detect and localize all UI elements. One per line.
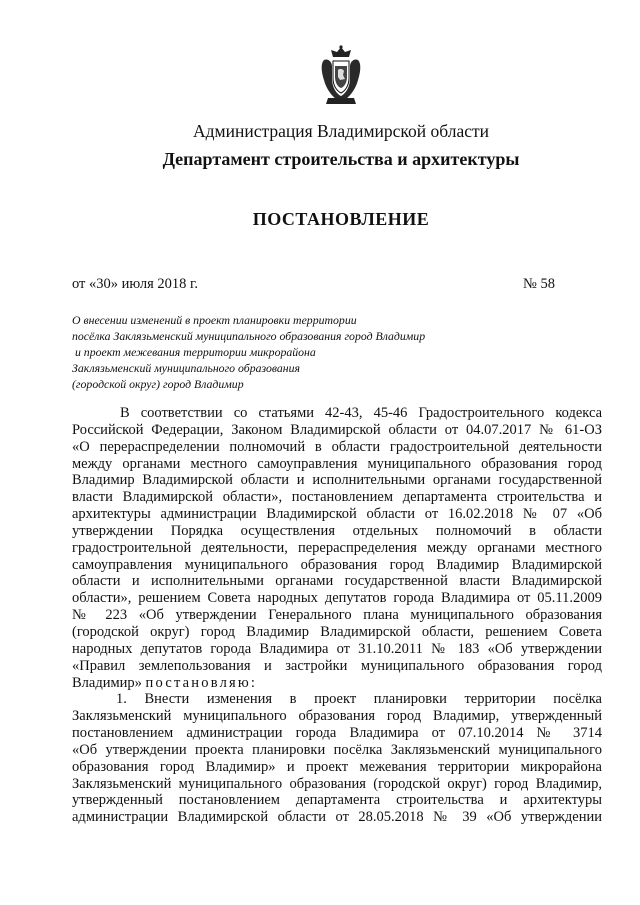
item-1-line: 1. Внести изменения в проект планировки территории посёлка: [116, 691, 602, 708]
resolve-word: постановляю:: [145, 674, 258, 691]
body-line: В соответствии со статьями 42-43, 45-46 Градостроительного кодекса: [120, 405, 602, 421]
subject-line: (городской округ) город Владимир: [72, 377, 244, 391]
body-line: Российской Федерации, Законом Владимирской области от 04.07.2017 № 61-ОЗ: [72, 421, 602, 438]
document-body: [72, 405, 602, 826]
coat-of-arms-emblem: [318, 44, 364, 106]
subject-line: О внесении изменений в проект планировки территории: [72, 313, 357, 327]
body-line: области и исполнительными органами государственной власти Владимирской: [72, 573, 602, 590]
department-name: Департамент строительства и архитектуры: [162, 149, 520, 169]
subject-line: Заклязьменский муниципального образования: [72, 361, 301, 375]
item-1-line: администрации Владимирской области от 28.05.2018 № 39 «Об утверждении: [72, 809, 602, 826]
body-line-start: Владимир»: [72, 674, 146, 691]
body-line: самоуправления муниципального образования город Владимир Владимирской: [72, 556, 602, 573]
item-1-line: Заклязьменский муниципального образования (городской округ) город Владимир,: [72, 775, 602, 792]
item-1-line: «Об утверждении проекта планировки посёлка Заклязьменский муниципального: [72, 741, 602, 758]
document-number: № 58: [523, 276, 555, 292]
body-line: «Правил землепользования и застройки муниципального образования город: [72, 657, 602, 674]
item-1-line: утвержденный постановлением департамента строительства и архитектуры: [72, 792, 602, 809]
document-subject: [72, 312, 492, 392]
body-line: народных депутатов города Владимира от 31.10.2011 № 183 «Об утверждении: [72, 640, 602, 657]
body-line: области», решением Совета народных депутатов города Владимира от 05.11.2009: [72, 590, 602, 607]
subject-line: и проект межевания территории микрорайона: [72, 345, 316, 359]
body-line: власти Владимирской области», постановлением департамента строительства и: [72, 489, 602, 506]
organization-name: Администрация Владимирской области: [192, 121, 489, 141]
body-line-resolution: [72, 675, 602, 692]
body-line: архитектуры администрации Владимирской области от 16.02.2018 № 07 «Об: [72, 506, 602, 523]
item-1-line: постановлением администрации города Владимира от 07.10.2014 № 3714: [72, 725, 602, 742]
body-line: градостроительной деятельности, перераспределения между органами местного: [72, 539, 602, 556]
item-1-line: Заклязьменский муниципального образования город Владимир, утвержденный: [72, 708, 602, 725]
body-line: утверждении Порядка осуществления отдельных полномочий в области: [72, 522, 602, 539]
subject-line: посёлка Заклязьменский муниципального образования город Владимир: [72, 329, 426, 343]
document-type-title: ПОСТАНОВЛЕНИЕ: [252, 209, 430, 229]
document-date: от «30» июля 2018 г.: [72, 276, 198, 292]
body-line: (городской округ) город Владимир Владимирской области, решением Совета: [72, 623, 602, 640]
body-line: между органами местного самоуправления муниципального образования город: [72, 455, 602, 472]
body-line: Владимир Владимирской области и исполнительными органами государственной: [72, 472, 602, 489]
body-line: «О перераспределении полномочий в области градостроительной деятельности: [72, 438, 602, 455]
body-line: № 223 «Об утверждении Генерального плана муниципального образования: [72, 607, 602, 624]
item-1-line: образования город Владимир» и проект межевания территории микрорайона: [72, 758, 602, 775]
